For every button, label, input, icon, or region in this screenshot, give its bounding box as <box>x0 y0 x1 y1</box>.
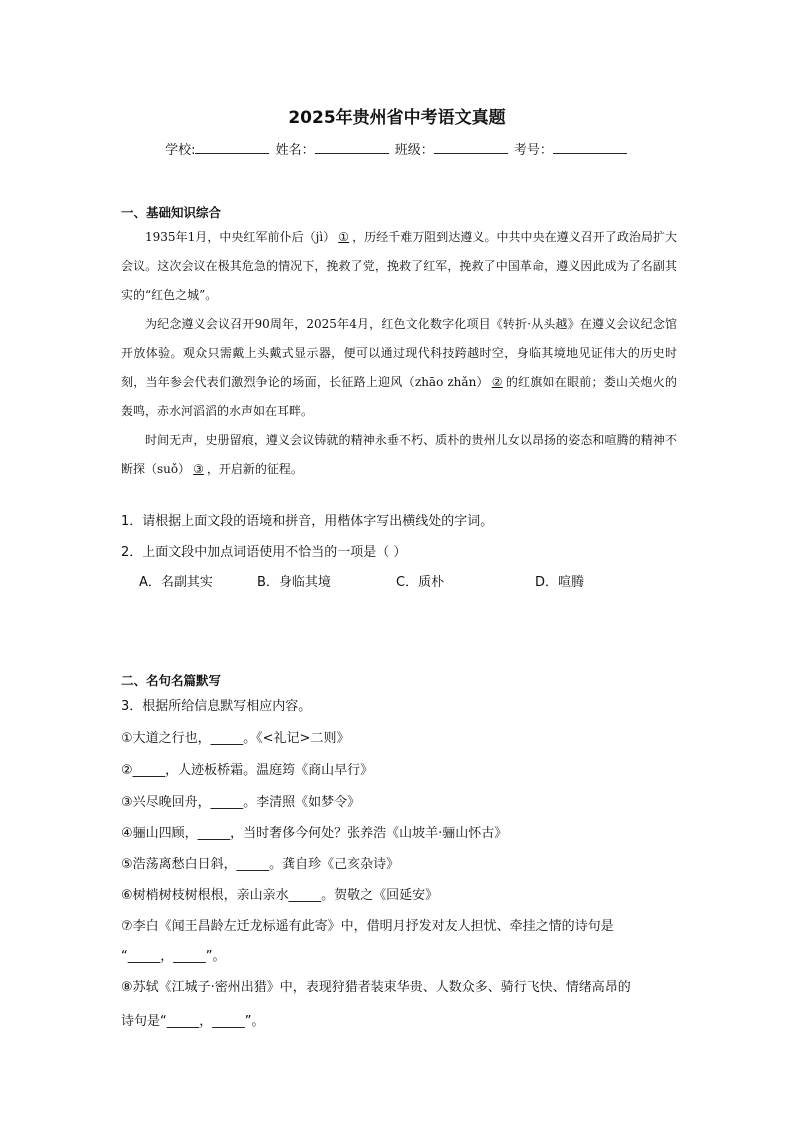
section-heading-2: 二、名句名篇默写 <box>121 673 222 688</box>
blank-1: ① <box>338 230 350 244</box>
recite-item: ⑤浩荡离愁白日斜，_____。龚自珍《己亥杂诗》 <box>121 857 400 872</box>
option-d: D．喧腾 <box>535 575 585 590</box>
passage-paragraph-3 <box>121 426 677 484</box>
class-blank <box>434 141 508 154</box>
para2-text-a: 为纪念遵义会议召开90周年，2025年4月，红色文化数字化项目《转折·从头越》在遵义会议纪念馆开放体验。观众只需戴上头戴式显示器，便可以通过现代科技跨越时空，身临其境地见证伟大的历史时刻，当年参会代表们激烈争论的场面，长征路上迎风（zhāo zhǎn） <box>121 317 677 389</box>
page-title: 2025年贵州省中考语文真题 <box>288 108 506 128</box>
reading-passage <box>121 223 677 484</box>
recite-item: ④骊山四顾，_____，当时奢侈今何处？张养浩《山坡羊·骊山怀古》 <box>121 826 508 841</box>
passage-paragraph-1 <box>121 223 677 310</box>
para3-text-b: ，开启新的征程。 <box>206 462 303 476</box>
school-label: 学校: <box>165 143 196 158</box>
para3-text-a: 时间无声，史册留痕，遵义会议铸就的精神永垂不朽、质朴的贵州儿女以昂扬的姿态和喧腾的精神不断探（suǒ） <box>121 433 677 476</box>
recite-item: ①大道之行也，_____。《<礼记>二则》 <box>121 731 350 746</box>
recite-item: “_____，_____”。 <box>121 949 226 964</box>
recite-item: ③兴尽晚回舟，_____。李清照《如梦令》 <box>121 795 361 810</box>
recite-item: ②_____，人迹板桥霜。温庭筠《商山早行》 <box>121 763 374 778</box>
blank-2: ② <box>491 375 503 389</box>
question-1: 1．请根据上面文段的语境和拼音，用楷体字写出横线处的字词。 <box>121 514 494 529</box>
blank-3: ③ <box>193 462 204 476</box>
class-label: 班级： <box>394 143 434 158</box>
recite-item: 诗句是“_____，_____”。 <box>121 1014 265 1029</box>
para1-text-a: 1935年1月，中央红军前仆后（jì） <box>145 230 336 244</box>
passage-paragraph-2 <box>121 310 677 426</box>
question-2: 2．上面文段中加点词语使用不恰当的一项是（ ） <box>121 545 407 560</box>
recite-item: ⑧苏轼《江城子·密州出猎》中，表现狩猎者装束华贵、人数众多、骑行飞快、情绪高昂的 <box>121 980 631 995</box>
option-a: A．名副其实 <box>139 575 213 590</box>
school-blank <box>195 141 269 154</box>
name-label: 姓名： <box>275 143 315 158</box>
question-3: 3．根据所给信息默写相应内容。 <box>121 699 312 714</box>
recite-item: ⑦李白《闻王昌龄左迁龙标遥有此寄》中，借明月抒发对友人担忧、牵挂之情的诗句是 <box>121 919 614 934</box>
exam-no-blank <box>553 141 627 154</box>
recite-item: ⑥树梢树枝树根根，亲山亲水_____。贺敬之《回延安》 <box>121 888 439 903</box>
exam-no-label: 考号： <box>513 143 553 158</box>
option-c: C．质朴 <box>396 575 445 590</box>
student-info-line <box>0 139 794 158</box>
option-b: B．身临其境 <box>257 575 331 590</box>
para1-text-b: ，历经千难万阻到达遵义。中共中央在遵义召开了政治局扩大会议。这次会议在极其危急的情况下，挽救了党，挽救了红军，挽救了中国革命，遵义因此成为了名副其实的“红色之城”。 <box>121 230 677 302</box>
section-heading-1: 一、基础知识综合 <box>121 205 222 220</box>
name-blank <box>315 141 389 154</box>
para2-text-b: 的红旗如在眼前；娄山关炮火的轰鸣，赤水河滔滔的水声如在耳畔。 <box>121 375 677 418</box>
